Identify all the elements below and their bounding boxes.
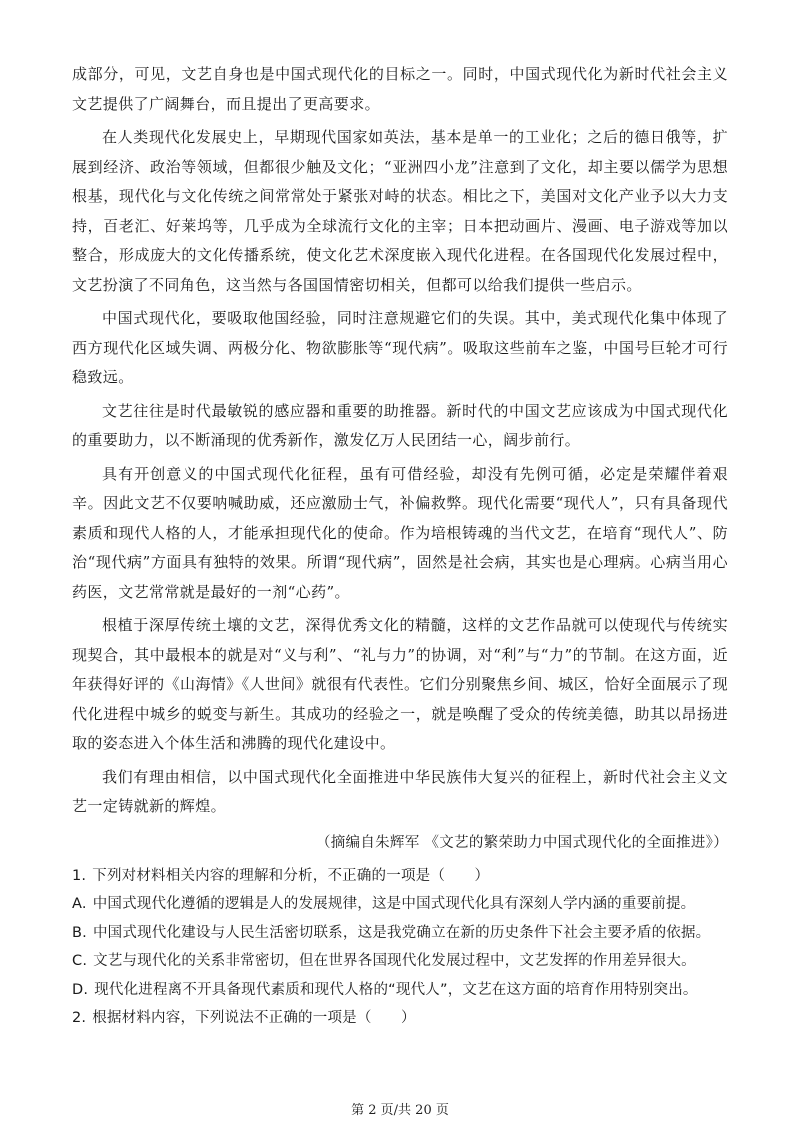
document-page	[72, 60, 728, 1033]
question-2	[72, 1004, 728, 1033]
option-c	[72, 947, 728, 976]
option-a-text: 中国式现代化遵循的逻辑是人的发展规律，这是中国式现代化具有深刻人学内涵的重要前提。	[92, 896, 696, 912]
option-a	[72, 890, 728, 919]
paragraph-6: 根植于深厚传统土壤的文艺，深得优秀文化的精髓，这样的文艺作品就可以使现代与传统实现契合，其中最根本的就是对“义与利”、“礼与力”的协调，对“利”与“力”的节制。在这方面，近年获得好评的《山海情》《人世间》就很有代表性。它们分别聚焦乡间、城区，恰好全面展示了现代化进程中城乡的蜕变与新生。其成功的经验之一，就是唤醒了受众的传统美德，助其以昂扬进取的姿态进入个体生活和沸腾的现代化建设中。	[72, 616, 728, 752]
paragraph-1: 成部分，可见，文艺自身也是中国式现代化的目标之一。同时，中国式现代化为新时代社会主义文艺提供了广阔舞台，而且提出了更高要求。	[72, 65, 728, 113]
option-c-letter: C.	[72, 953, 88, 969]
question-2-text: 根据材料内容，下列说法不正确的一项是（ ）	[92, 1010, 416, 1026]
option-b	[72, 919, 728, 948]
option-d-letter: D.	[72, 981, 89, 998]
option-b-letter: B.	[72, 924, 87, 941]
paragraph-5: 具有开创意义的中国式现代化征程，虽有可借经验，却没有先例可循，必定是荣耀伴着艰辛。因此文艺不仅要呐喊助威，还应激励士气，补偏救弊。现代化需要“现代人”，只有具备现代素质和现代人格的人，才能承担现代化的使命。作为培根铸魂的当代文艺，在培育“现代人”、防治“现代病”方面具有独特的效果。所谓“现代病”，固然是社会病，其实也是心理病。心病当用心药医，文艺常常就是最好的一剂“心药”。	[72, 464, 728, 601]
question-1-text: 下列对材料相关内容的理解和分析，不正确的一项是（ ）	[92, 867, 490, 884]
question-1-number: 1.	[72, 867, 87, 884]
paragraph-4: 文艺往往是时代最敏锐的感应器和重要的助推器。新时代的中国文艺应该成为中国式现代化的重要助力，以不断涌现的优秀新作，激发亿万人民团结一心，阔步前行。	[72, 401, 728, 449]
option-d-text: 现代化进程离不开具备现代素质和现代人格的“现代人”，文艺在这方面的培育作用特别突出。	[94, 981, 698, 998]
option-d	[72, 976, 728, 1005]
question-1	[72, 862, 728, 891]
paragraph-7: 我们有理由相信，以中国式现代化全面推进中华民族伟大复兴的征程上，新时代社会主义文艺一定铸就新的辉煌。	[72, 767, 728, 815]
option-a-letter: A.	[72, 896, 87, 912]
paragraph-2: 在人类现代化发展史上，早期现代国家如英法，基本是单一的工业化；之后的德日俄等，扩展到经济、政治等领域，但都很少触及文化；“亚洲四小龙”注意到了文化，却主要以儒学为思想根基，现代化与文化传统之间常常处于紧张对峙的状态。相比之下，美国对文化产业予以大力支持，百老汇、好莱坞等，几乎成为全球流行文化的主宰；日本把动画片、漫画、电子游戏等加以整合，形成庞大的文化传播系统，使文化艺术深度嵌入现代化进程。在各国现代化发展过程中，文艺扮演了不同角色，这当然与各国国情密切相关，但都可以给我们提供一些启示。	[72, 128, 728, 294]
paragraph-3: 中国式现代化，要吸取他国经验，同时注意规避它们的失误。其中，美式现代化集中体现了西方现代化区域失调、两极分化、物欲膨胀等“现代病”。吸取这些前车之鉴，中国号巨轮才可行稳致远。	[72, 309, 728, 386]
option-b-text: 中国式现代化建设与人民生活密切联系，这是我党确立在新的历史条件下社会主要矛盾的依据。	[92, 924, 711, 941]
option-c-text: 文艺与现代化的关系非常密切，但在世界各国现代化发展过程中，文艺发挥的作用差异很大。	[93, 953, 696, 969]
page-footer: 第 2 页/共 20 页	[351, 1103, 449, 1118]
question-2-number: 2.	[72, 1010, 87, 1026]
source-citation: （摘编自朱辉军 《文艺的繁荣助力中国式现代化的全面推进》）	[315, 834, 728, 851]
